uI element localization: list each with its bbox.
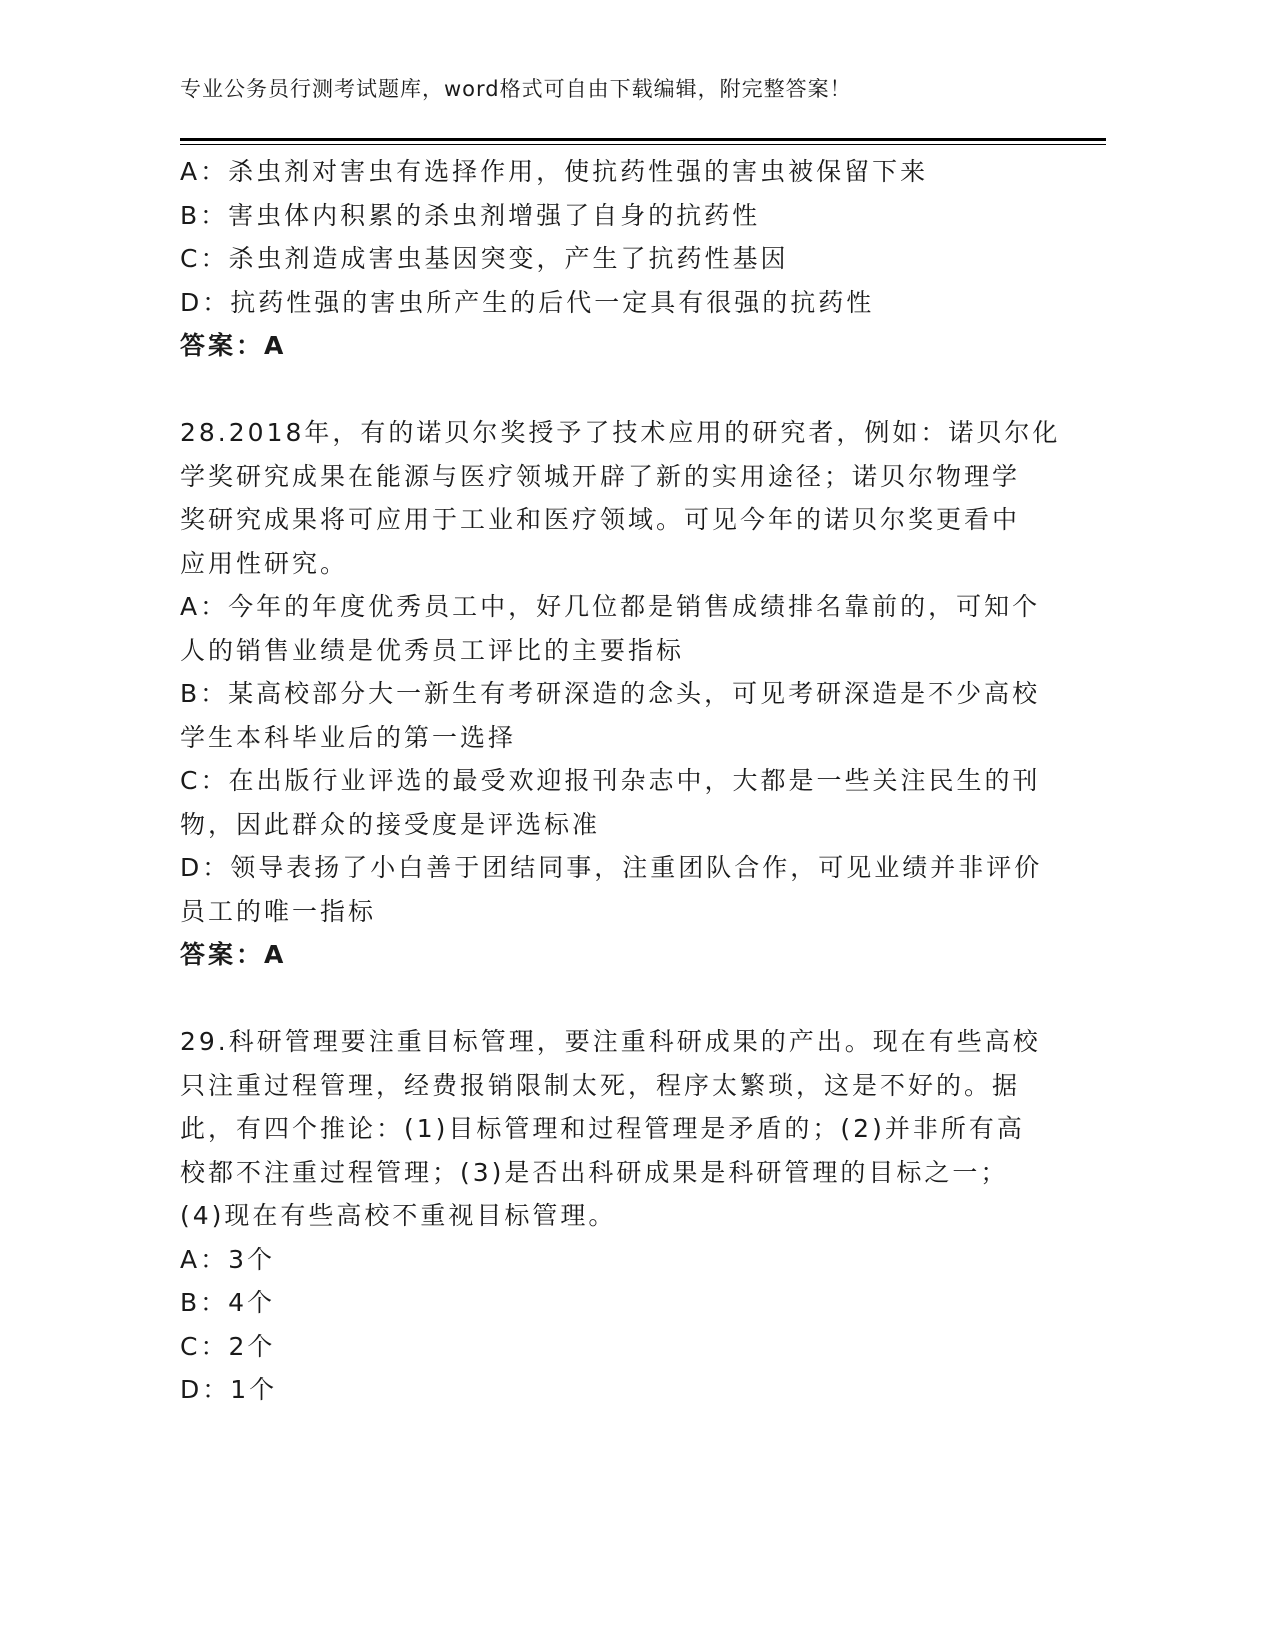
q28-stem-line: 学奖研究成果在能源与医疗领城开辟了新的实用途径；诺贝尔物理学: [180, 461, 1021, 491]
q29-stem-line: 29.科研管理要注重目标管理，要注重科研成果的产出。现在有些高校: [180, 1027, 1041, 1056]
q28-option-d: D：领导表扬了小白善于团结同事，注重团队合作，可见业绩并非评价: [180, 853, 1043, 882]
q27-option-c: C：杀虫剂造成害虫基因突变，产生了抗药性基因: [180, 244, 789, 273]
q29-option-b: B：4个: [180, 1288, 276, 1317]
q29-option-d: D：1个: [180, 1375, 278, 1404]
q28-option-b-cont: 学生本科毕业后的第一选择: [180, 722, 517, 752]
question-28: [180, 411, 1061, 977]
document-body: [180, 150, 1061, 1412]
q27-option-a: A：杀虫剂对害虫有选择作用，使抗药性强的害虫被保留下来: [180, 157, 929, 186]
q28-option-c: C：在出版行业评选的最受欢迎报刊杂志中，大都是一些关注民生的刊: [180, 766, 1041, 795]
q29-stem-line: 校都不注重过程管理；(3)是否出科研成果是科研管理的目标之一；: [180, 1157, 1009, 1187]
q27-option-b: B：害虫体内积累的杀虫剂增强了自身的抗药性: [180, 200, 761, 230]
q28-stem-line: 28.2018年，有的诺贝尔奖授予了技术应用的研究者，例如：诺贝尔化: [180, 418, 1061, 447]
q29-option-a: A：3个: [180, 1244, 276, 1274]
q28-answer: 答案：A: [180, 940, 287, 969]
question-29: [180, 1020, 1040, 1412]
q28-stem-line: 奖研究成果将可应用于工业和医疗领域。可见今年的诺贝尔奖更看中: [180, 505, 1021, 534]
q29-stem-line: 此，有四个推论：(1)目标管理和过程管理是矛盾的；(2)并非所有高: [180, 1114, 1025, 1143]
header-rule-thin: [180, 144, 1106, 145]
q28-option-c-cont: 物，因此群众的接受度是评选标准: [180, 809, 601, 839]
q28-option-a: A：今年的年度优秀员工中，好几位都是销售成绩排名靠前的，可知个: [180, 592, 1041, 621]
spacer: [180, 368, 1040, 412]
q29-option-c: C：2个: [180, 1331, 276, 1361]
header-rule-thick: [180, 138, 1106, 141]
q29-stem-line: 只注重过程管理，经费报销限制太死，程序太繁琐，这是不好的。据: [180, 1070, 1021, 1100]
q28-option-d-cont: 员工的唯一指标: [180, 896, 377, 926]
q27-option-d: D：抗药性强的害虫所产生的后代一定具有很强的抗药性: [180, 287, 875, 317]
question-27: [180, 150, 1040, 368]
q28-stem-line: 应用性研究。: [180, 548, 349, 578]
q28-option-a-cont: 人的销售业绩是优秀员工评比的主要指标: [180, 635, 685, 665]
q27-answer: 答案：A: [180, 331, 287, 360]
q28-option-b: B：某高校部分大一新生有考研深造的念头，可见考研深造是不少高校: [180, 679, 1041, 708]
page-header: 专业公务员行测考试题库，word格式可自由下载编辑，附完整答案！: [180, 77, 852, 101]
q29-stem-line: (4)现在有些高校不重视目标管理。: [180, 1201, 617, 1230]
spacer: [180, 977, 1040, 1021]
